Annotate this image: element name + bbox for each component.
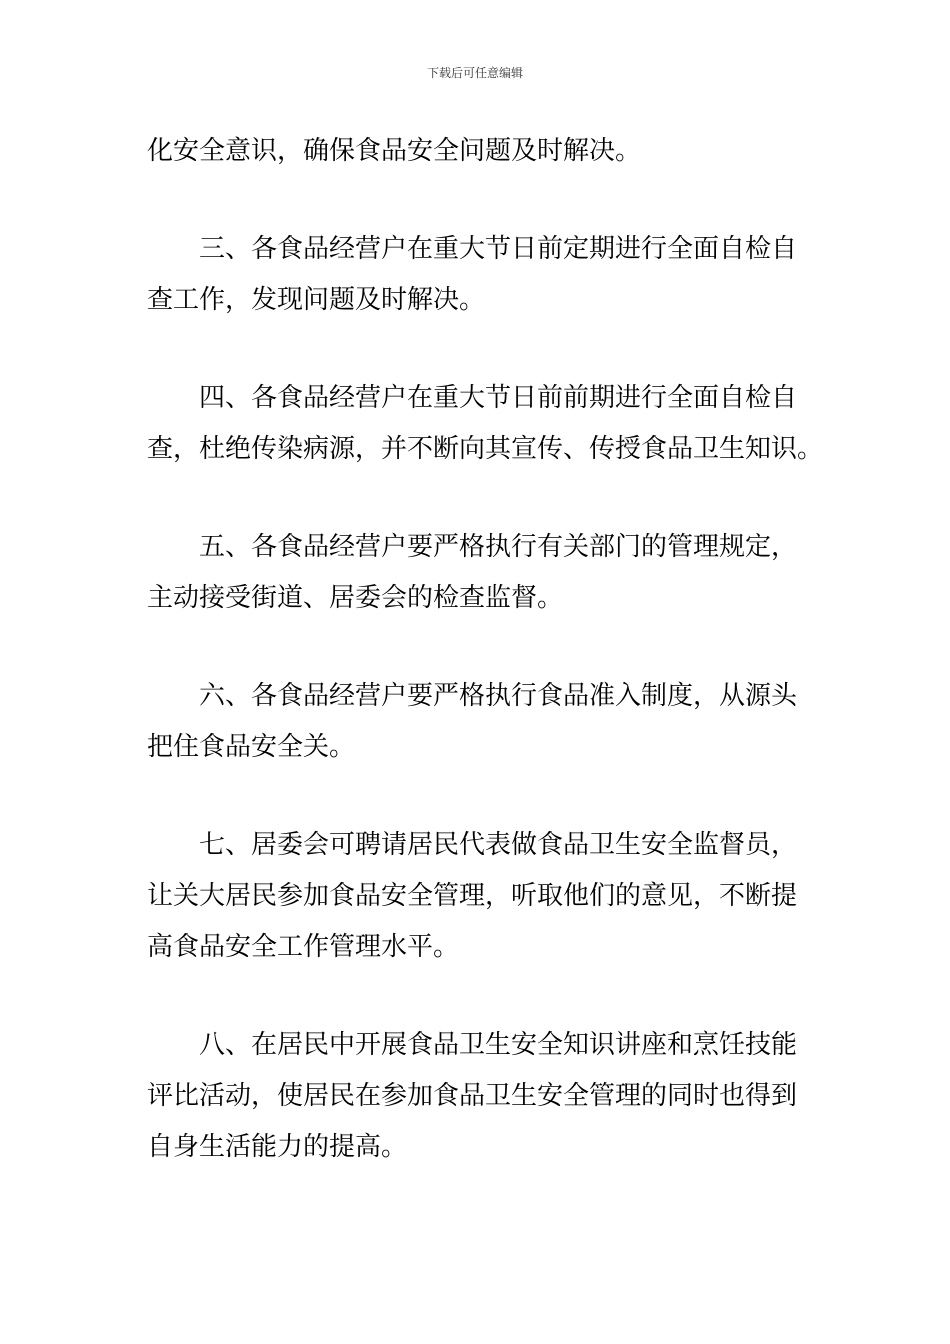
paragraph-5-line-2: 主动接受街道、居委会的检查监督。 <box>147 583 564 613</box>
paragraph-5-line-1: 五、各食品经营户要严格执行有关部门的管理规定， <box>199 532 798 562</box>
page-header-note: 下载后可任意编辑 <box>426 66 523 80</box>
paragraph-3-line-1: 三、各食品经营户在重大节日前定期进行全面自检自 <box>199 234 798 264</box>
paragraph-4-line-1: 四、各食品经营户在重大节日前前期进行全面自检自 <box>199 383 798 413</box>
paragraph-4-line-2: 查，杜绝传染病源，并不断向其宣传、传授食品卫生知识。 <box>147 434 824 464</box>
paragraph-7-line-3: 高食品安全工作管理水平。 <box>147 932 460 962</box>
paragraph-8-line-2: 评比活动，使居民在参加食品卫生安全管理的同时也得到 <box>147 1081 798 1111</box>
paragraph-8-line-1: 八、在居民中开展食品卫生安全知识讲座和烹饪技能 <box>199 1030 798 1060</box>
paragraph-7-line-2: 让关大居民参加食品安全管理，听取他们的意见，不断提 <box>147 881 798 911</box>
paragraph-continuation-line: 化安全意识，确保食品安全问题及时解决。 <box>147 136 642 166</box>
paragraph-3-line-2: 查工作，发现问题及时解决。 <box>147 285 486 315</box>
paragraph-6-line-2: 把住食品安全关。 <box>147 732 356 762</box>
paragraph-7-line-1: 七、居委会可聘请居民代表做食品卫生安全监督员， <box>199 830 798 860</box>
paragraph-6-line-1: 六、各食品经营户要严格执行食品准入制度，从源头 <box>199 681 798 711</box>
paragraph-8-line-3: 自身生活能力的提高。 <box>147 1132 408 1162</box>
